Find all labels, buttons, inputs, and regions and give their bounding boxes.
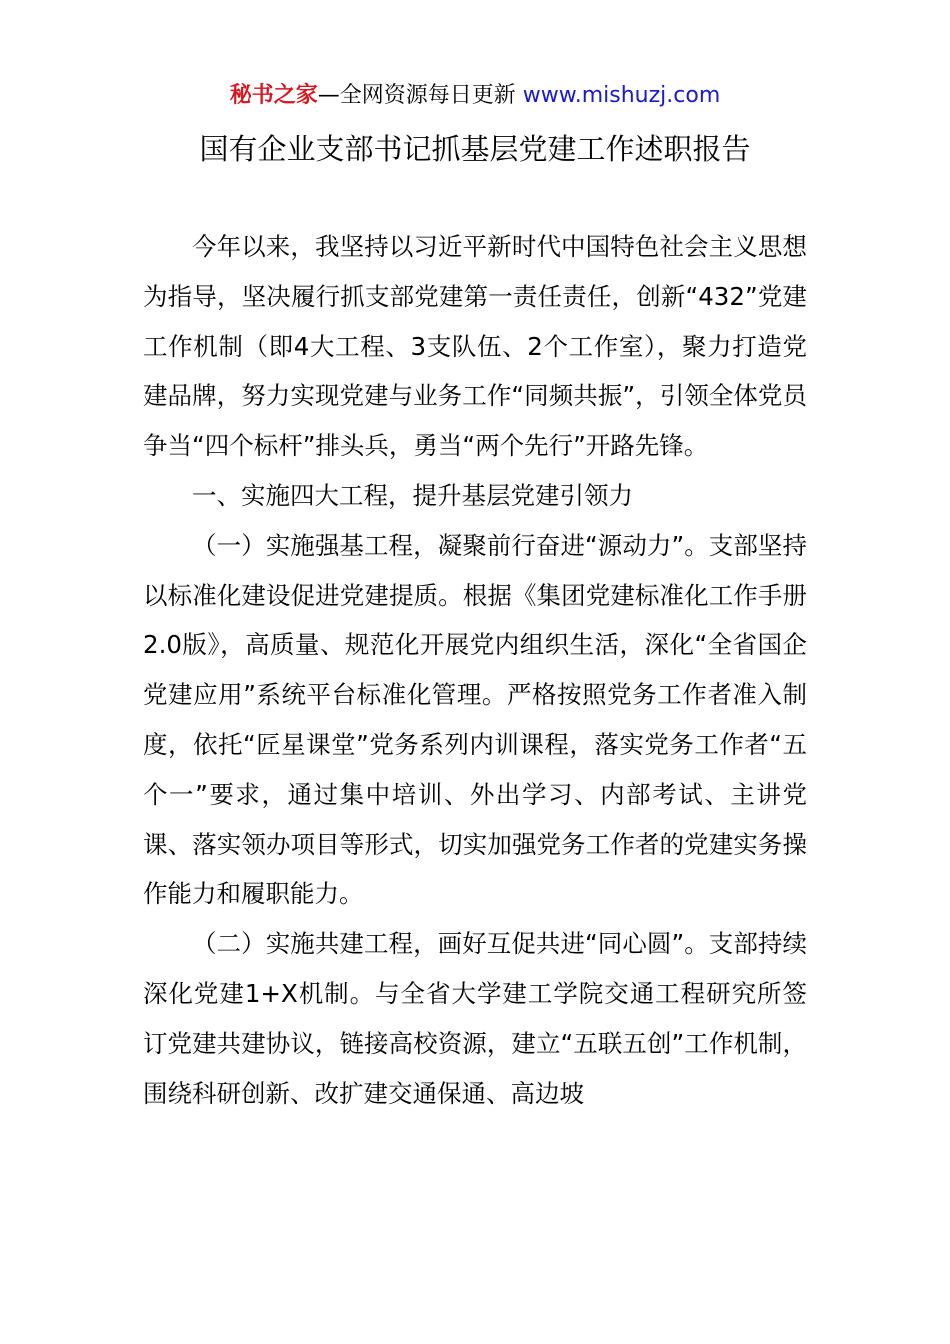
- document-body: [143, 222, 807, 1118]
- body-paragraph: （二）实施共建工程，画好互促共进“同心圆”。支部持续深化党建1+X机制。与全省大学建工学院交通工程研究所签订党建共建协议，链接高校资源，建立“五联五创”工作机制，围绕科研创新、改扩建交通保通、高边坡: [143, 929, 807, 1108]
- document-title: 国有企业支部书记抓基层党建工作述职报告: [199, 132, 751, 166]
- site-slogan: 全网资源每日更新: [339, 83, 516, 108]
- body-paragraph: （一）实施强基工程，凝聚前行奋进“源动力”。支部坚持以标准化建设促进党建提质。根据《集团党建标准化工作手册2.0版》，高质量、规范化开展党内组织生活，深化“全省国企党建应用”系统平台标准化管理。严格按照党务工作者准入制度，依托“匠星课堂”党务系列内训课程，落实党务工作者“五个一”要求，通过集中培训、外出学习、内部考试、主讲党课、落实领办项目等形式，切实加强党务工作者的党建实务操作能力和履职能力。: [143, 530, 807, 909]
- site-header: [0, 80, 950, 112]
- site-brand: 秘书之家: [229, 83, 318, 108]
- site-url-link[interactable]: www.mishuzj.com: [522, 83, 721, 108]
- header-dash: —: [317, 83, 340, 108]
- intro-paragraph: 今年以来，我坚持以习近平新时代中国特色社会主义思想为指导，坚决履行抓支部党建第一责任责任，创新“432”党建工作机制（即4大工程、3支队伍、2个工作室），聚力打造党建品牌，努力实现党建与业务工作“同频共振”，引领全体党员争当“四个标杆”排头兵，勇当“两个先行”开路先锋。: [143, 232, 807, 461]
- section-heading: 一、实施四大工程，提升基层党建引领力: [192, 480, 633, 510]
